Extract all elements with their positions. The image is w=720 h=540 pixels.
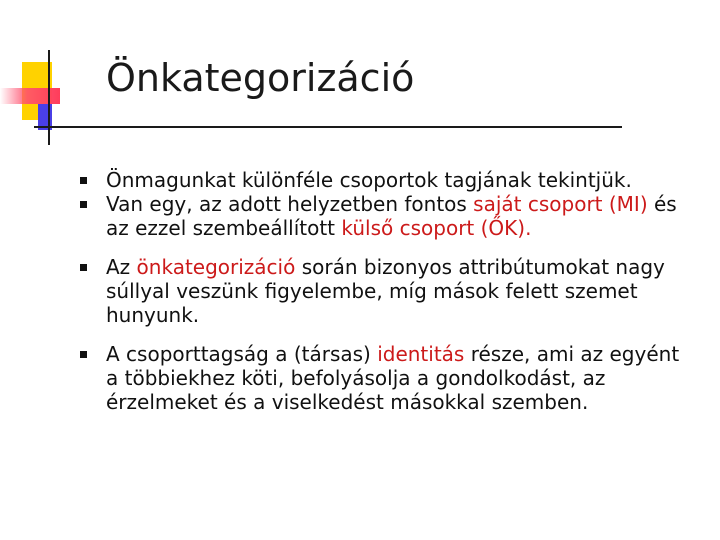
bullet-text-segment: és az ezzel szembeállított	[106, 192, 677, 240]
bullet-text-segment: A csoporttagság a (társas)	[106, 342, 378, 366]
decor-vertical-line	[48, 50, 50, 145]
bullet-item	[76, 255, 696, 327]
highlighted-term: saját csoport (MI)	[473, 192, 648, 216]
bullet-item	[76, 342, 696, 414]
slide-title: Önkategorizáció	[106, 56, 415, 100]
bullet-text-segment: Van egy, az adott helyzetben fontos	[106, 192, 474, 216]
bullet-text-segment: Az	[106, 255, 137, 279]
bullet-list	[76, 168, 696, 414]
highlighted-term: önkategorizáció	[136, 255, 296, 279]
highlighted-term: külső csoport (ŐK).	[341, 216, 532, 240]
bullet-text-segment: Önmagunkat különféle csoportok tagjának tekintjük.	[106, 168, 632, 192]
bullet-square-icon	[80, 177, 87, 184]
bullet-square-icon	[80, 201, 87, 208]
highlighted-term: identitás	[377, 342, 465, 366]
bullet-text-segment: része, ami az egyént a többiekhez köti, befolyásolja a gondolkodást, az érzelmeket és a viselkedést másokkal szemben.	[106, 342, 680, 414]
bullet-item	[76, 192, 696, 240]
bullet-text-segment: során bizonyos attribútumokat nagy súllyal veszünk figyelembe, míg mások felett szemet hunyunk.	[106, 255, 665, 327]
bullet-square-icon	[80, 264, 87, 271]
title-underline	[34, 126, 622, 128]
bullet-item	[76, 168, 696, 192]
decor-red-gradient-bar	[0, 88, 60, 104]
bullet-square-icon	[80, 351, 87, 358]
